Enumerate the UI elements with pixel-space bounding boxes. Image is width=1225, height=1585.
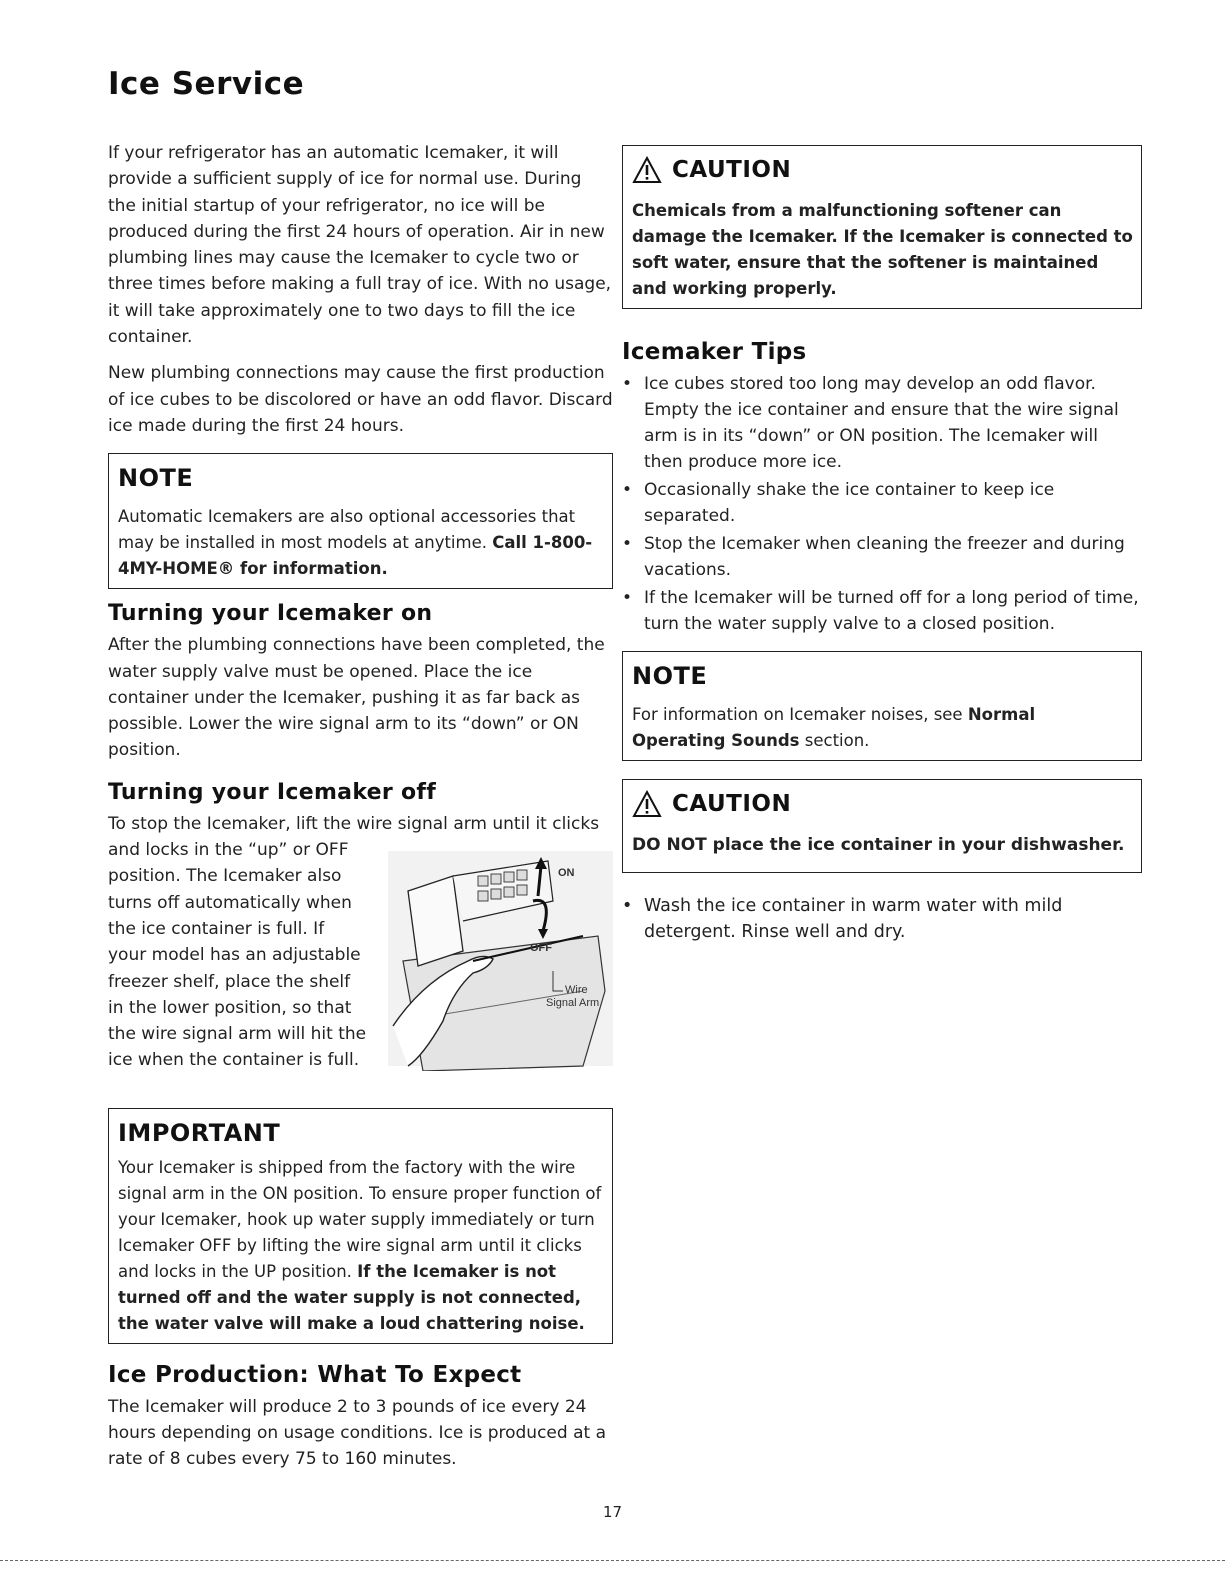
turning-on-text: After the plumbing connections have been completed, the water supply valve must be opened. Place the ice container under the Icemaker, pushing it as far back as possible. Lower the wire signal arm to its “down” or ON position. <box>108 635 605 761</box>
turning-off-lead: To stop the Icemaker, lift the wire signal arm until it clicks and locks in the “up” or OFF <box>108 813 600 861</box>
icemaker-housing <box>408 876 463 966</box>
tip-text: If the Icemaker will be turned off for a long period of time, turn the water supply valve to a closed position. <box>644 588 1139 634</box>
important-warning: If the Icemaker is not turned off and the water supply is not connected, the water valve will make a loud chattering noise. <box>118 1261 585 1333</box>
mold <box>517 885 527 895</box>
wash-list <box>622 893 1142 945</box>
caution-box-1 <box>622 145 1142 309</box>
mold <box>517 870 527 880</box>
intro-paragraph-1: If your refrigerator has an automatic Icemaker, it will provide a sufficient supply of ice for normal use. During the initial startup of your refrigerator, no ice will be produced during the first 24 hours of operation. Air in new plumbing lines may cause the Icemaker to cycle two or three times before making a full tray of ice. With no usage, it will take approximately one to two days to fill the ice container. <box>108 143 612 348</box>
tip-text: Occasionally shake the ice container to keep ice separated. <box>644 480 1055 526</box>
turning-off-heading: Turning your Icemaker off <box>108 779 437 805</box>
text-line: your model has an adjustable <box>108 945 361 966</box>
note-box-2 <box>622 651 1142 761</box>
icemaker-illustration <box>383 841 618 1071</box>
caution-header <box>632 790 1133 818</box>
tip-text: Ice cubes stored too long may develop an odd flavor. Empty the ice container and ensure that the wire signal arm is in its “down” or ON position. The Icemaker will then produce more ice. <box>644 374 1119 472</box>
caution-header <box>632 156 1133 184</box>
left-column <box>108 140 613 1483</box>
mold <box>504 887 514 897</box>
turning-off-wrap <box>108 863 613 1073</box>
text-line: in the lower position, so that <box>108 997 352 1018</box>
note-text <box>118 504 604 582</box>
note-title: NOTE <box>632 662 708 690</box>
text-line: freezer shelf, place the shelf <box>108 971 351 992</box>
caution-title: CAUTION <box>672 157 792 183</box>
page-title: Ice Service <box>108 66 305 102</box>
label-off: OFF <box>530 942 552 955</box>
tips-list <box>622 371 1142 637</box>
label-signal-arm: Signal Arm <box>546 997 600 1010</box>
turning-on-heading: Turning your Icemaker on <box>108 601 433 627</box>
note-box <box>108 453 613 589</box>
important-body: Your Icemaker is shipped from the factory with the wire signal arm in the ON position. To ensure proper function of your Icemaker, hook up water supply immediately or turn Icemaker OFF by lifting the wire signal arm until it clicks and locks in the UP position. <box>118 1157 602 1281</box>
production-text: The Icemaker will produce 2 to 3 pounds of ice every 24 hours depending on usage conditions. Ice is produced at a rate of 8 cubes every 75 to 160 minutes. <box>108 1396 606 1470</box>
warning-icon <box>632 156 662 184</box>
label-wire: Wire <box>565 984 588 997</box>
caution-text: Chemicals from a malfunctioning softener can damage the Icemaker. If the Icemaker is connected to soft water, ensure that the softener is maintained and working properly. <box>632 201 1133 298</box>
mold <box>491 889 501 899</box>
text-line: ice when the container is full. <box>108 1050 360 1071</box>
warning-icon <box>632 790 662 818</box>
bullet: • <box>622 588 633 608</box>
caution-title: CAUTION <box>672 791 792 817</box>
note-title: NOTE <box>118 464 194 493</box>
bullet: • <box>622 534 633 554</box>
mold <box>491 874 501 884</box>
production-heading: Ice Production: What To Expect <box>108 1361 522 1388</box>
mold <box>478 891 488 901</box>
note-text <box>632 702 1133 754</box>
text-line: the wire signal arm will hit the <box>108 1024 367 1045</box>
note-link-text: Normal Operating Sounds <box>632 705 1036 750</box>
list-item <box>622 371 1142 475</box>
text-line: position. The Icemaker also <box>108 866 342 887</box>
note-body: For information on Icemaker noises, see <box>632 705 968 724</box>
bullet: • <box>622 374 633 394</box>
bullet: • <box>622 480 633 500</box>
tips-heading: Icemaker Tips <box>622 339 807 365</box>
wash-text: Wash the ice container in warm water with mild detergent. Rinse well and dry. <box>644 896 1063 942</box>
page-number: 17 <box>602 1503 623 1521</box>
important-box <box>108 1108 613 1344</box>
mold <box>478 876 488 886</box>
note-tail: section. <box>799 731 870 750</box>
bullet: • <box>622 896 633 916</box>
list-item <box>622 477 1142 529</box>
list-item <box>622 585 1142 637</box>
turning-off-lines <box>108 863 378 1073</box>
tip-text: Stop the Icemaker when cleaning the freezer and during vacations. <box>644 534 1125 580</box>
list-item <box>622 893 1142 945</box>
note-call-info: Call 1-800-4MY-HOME® for information. <box>118 533 593 579</box>
note-body: Automatic Icemakers are also optional accessories that may be installed in most models at anytime. <box>118 507 576 553</box>
bottom-divider <box>0 1560 1225 1561</box>
mold <box>504 872 514 882</box>
list-item <box>622 531 1142 583</box>
caution-text: DO NOT place the ice container in your dishwasher. <box>632 835 1125 855</box>
important-text <box>118 1155 604 1337</box>
label-on: ON <box>558 867 575 880</box>
caution-box-2 <box>622 779 1142 873</box>
text-line: turns off automatically when <box>108 892 352 913</box>
important-title: IMPORTANT <box>118 1118 281 1147</box>
right-column <box>622 145 1142 947</box>
intro-paragraph-2: New plumbing connections may cause the first production of ice cubes to be discolored or have an odd flavor. Discard ice made during the first 24 hours. <box>108 363 613 436</box>
text-line: the ice container is full. If <box>108 918 325 939</box>
